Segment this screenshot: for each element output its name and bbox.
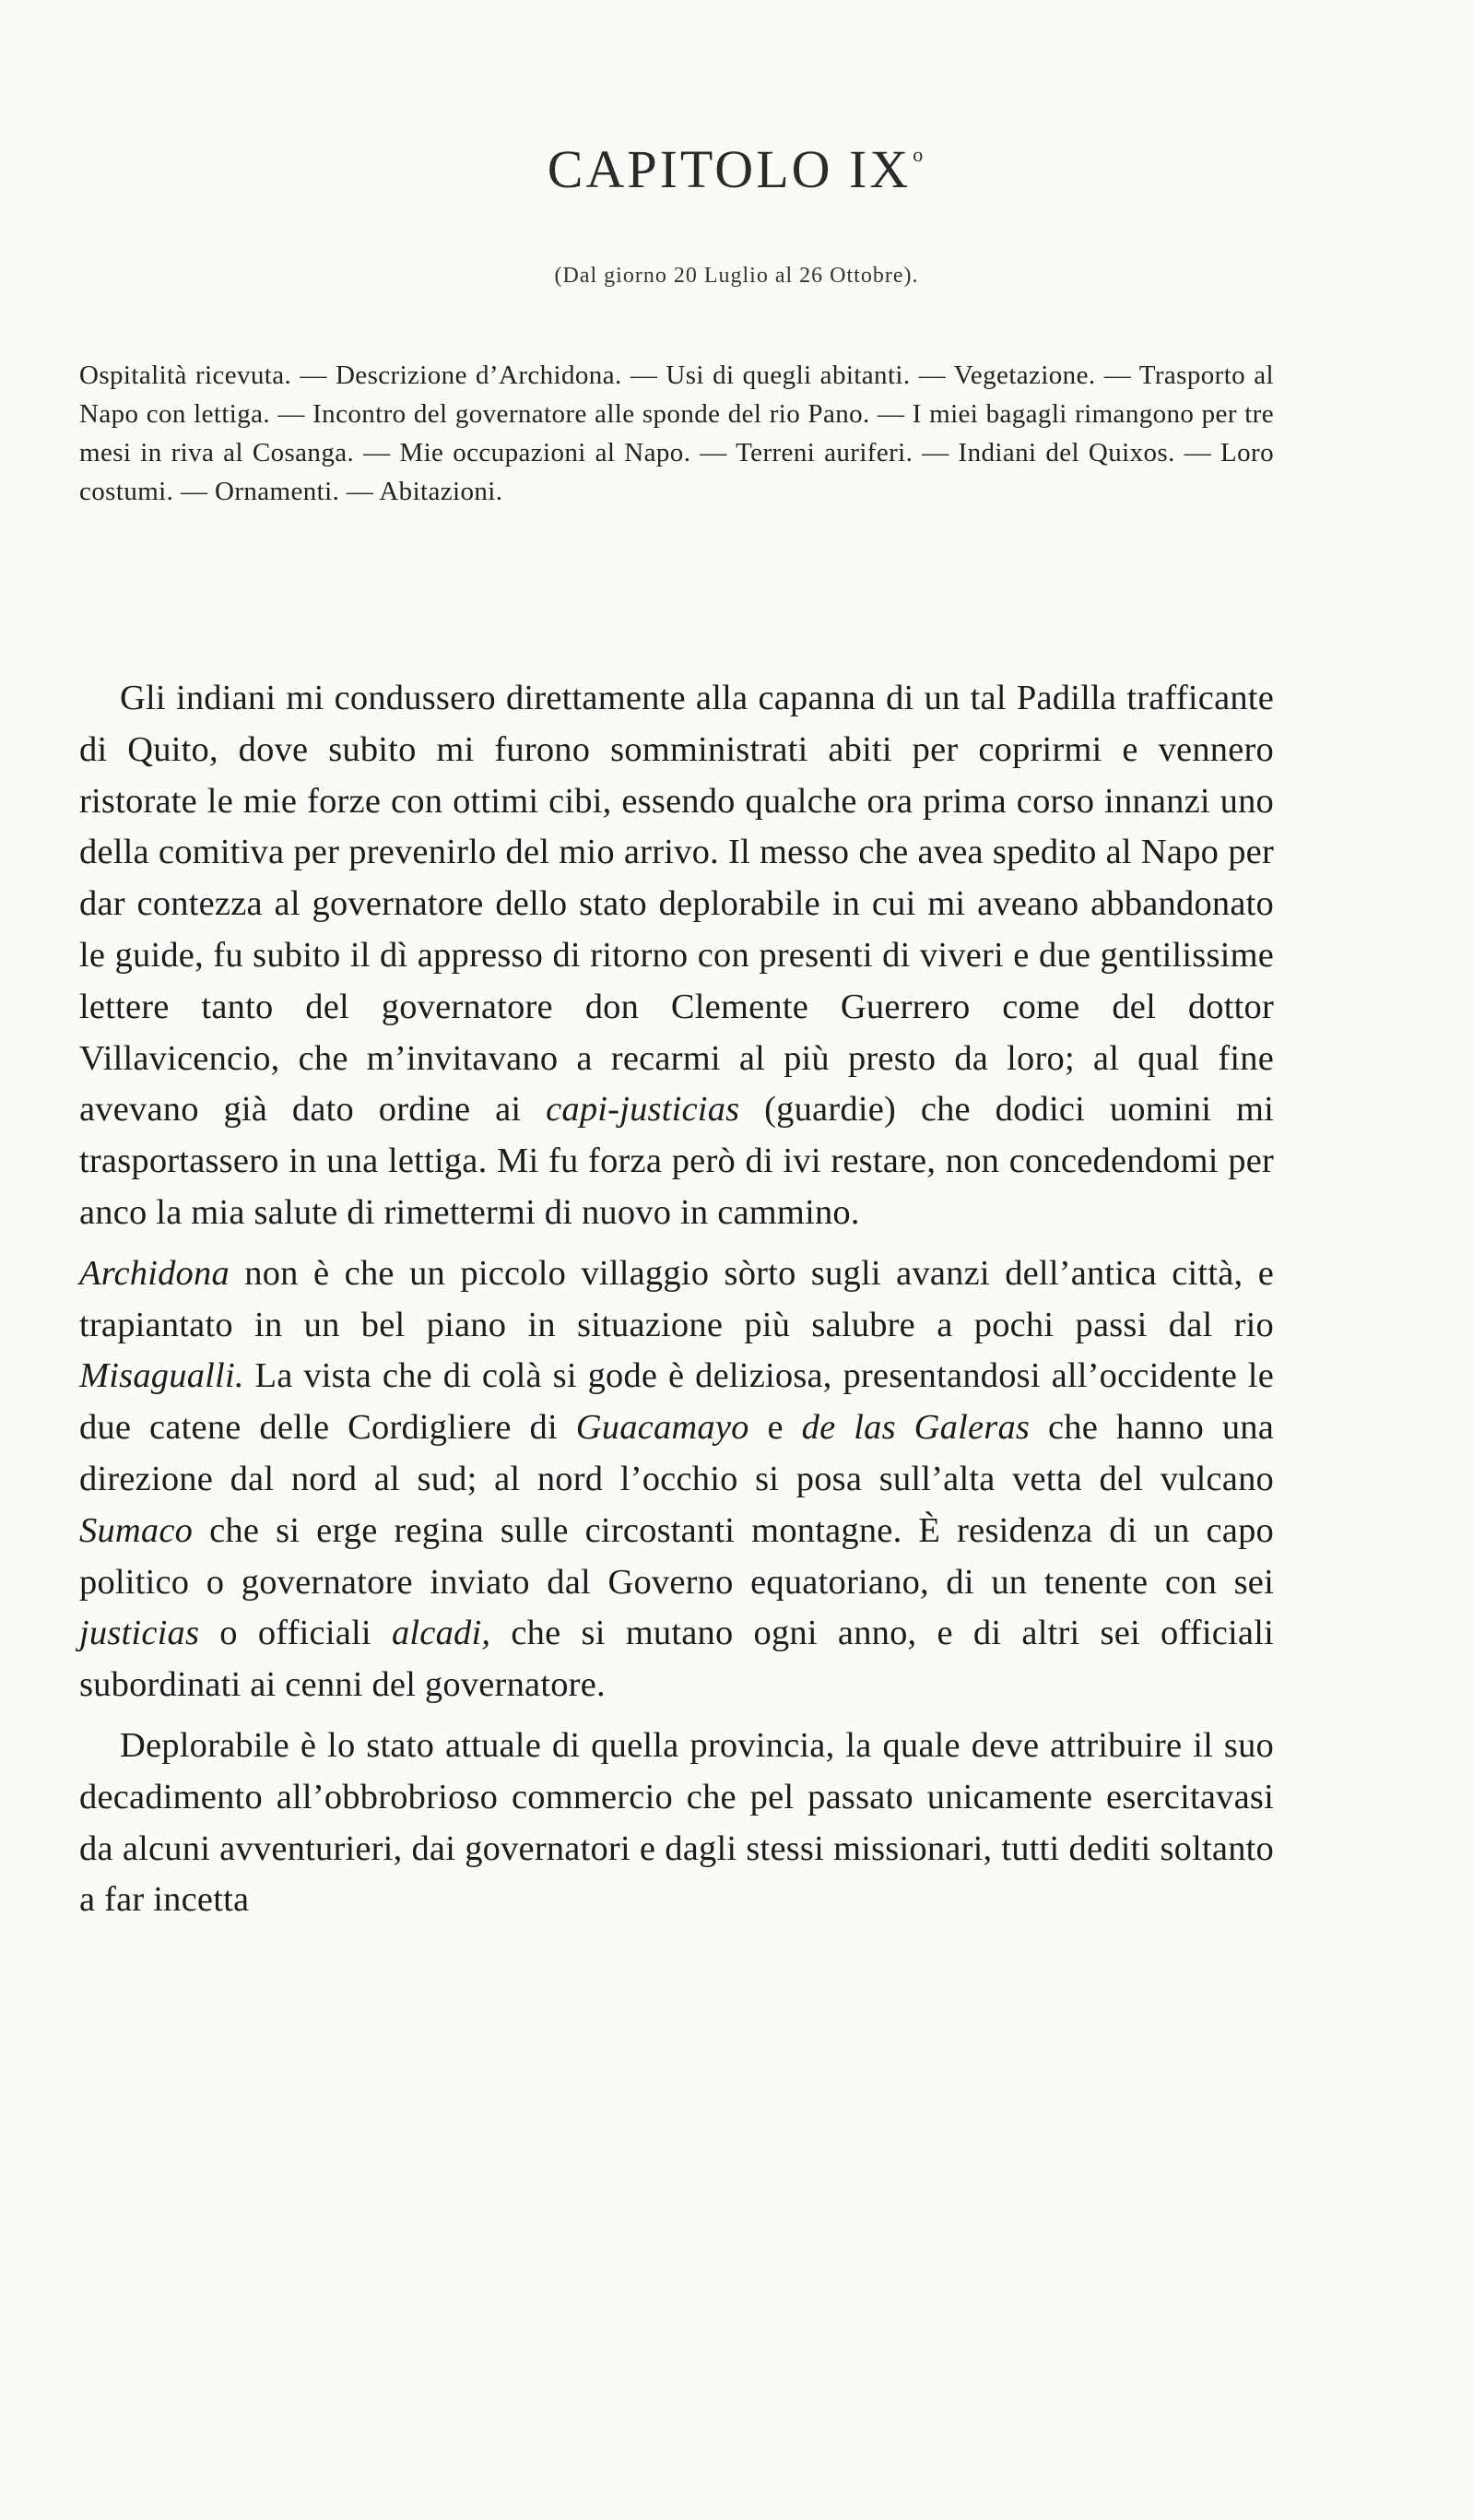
paragraph-2-text: o officiali: [199, 1614, 392, 1653]
paragraph-2-italic: Guacamayo: [575, 1408, 749, 1448]
paragraph-2-text: La vista che di colà si gode è deliziosa, presentandosi all’occidente le due catene delle Cordigliere di: [79, 1356, 1274, 1448]
chapter-summary: Ospitalità ricevuta. — Descrizione d’Archidona. — Usi di quegli abitanti. — Vegetazione. — Trasporto al Napo con lettiga. — Incontro del governatore alle sponde del rio Pano. — I miei bagagli rimangono per tre mesi in riva al Cosanga. — Mie occupazioni al Napo. — Terreni auriferi. — Indiani del Quixos. — Loro costumi. — Ornamenti. — Abitazioni.: [79, 361, 1274, 506]
paragraph-2-italic: Archidona: [79, 1253, 230, 1293]
paragraph-2-italic: alcadi,: [391, 1614, 491, 1653]
paragraph-2-text: che hanno una direzione dal nord al sud; al nord l’occhio si posa sull’alta vetta del vulcano: [79, 1408, 1275, 1498]
paragraph-2-text: e: [748, 1408, 802, 1448]
paragraph-2-italic: Sumaco: [79, 1510, 194, 1550]
paragraph-3-text: Deplorabile è lo stato attuale di quella provincia, la quale deve attribuire il suo decadimento all’obbrobrioso commercio che pel passato unicamente esercitavasi da alcuni avventurieri, dai governatori e dagli stessi missionari, tutti dediti soltanto a far incetta: [79, 1725, 1274, 1920]
paragraph-2: [79, 1248, 1274, 1711]
chapter-body: [79, 673, 1274, 1926]
chapter-title: [0, 138, 1473, 200]
paragraph-1: [79, 673, 1274, 1239]
paragraph-2-text: che si erge regina sulle circostanti montagne. È residenza di un capo politico o governatore inviato dal Governo equatoriano, di un tenente con sei: [79, 1510, 1274, 1602]
paragraph-3: [79, 1721, 1274, 1926]
chapter-title-text: CAPITOLO IX: [547, 139, 912, 199]
paragraph-2-italic: Misagualli.: [79, 1356, 244, 1396]
chapter-dates: (Dal giorno 20 Luglio al 26 Ottobre).: [554, 264, 919, 288]
paragraph-2-text: non è che un piccolo villaggio sòrto sugli avanzi dell’antica città, e trapiantato in un bel piano in situazione più salubre a pochi passi dal rio: [79, 1253, 1274, 1344]
paragraph-2-italic: justicias: [79, 1614, 200, 1653]
paragraph-2-text: che si mutano ogni anno, e di altri sei officiali subordinati ai cenni del governatore.: [79, 1614, 1274, 1705]
paragraph-1-text: Gli indiani mi condussero direttamente alla capanna di un tal Padilla trafficante di Quito, dove subito mi furono somministrati abiti per coprirmi e vennero ristorate le mie forze con ottimi cibi, essendo qualche ora prima corso innanzi uno della comitiva per prevenirlo del mio arrivo. Il messo che avea spedito al Napo per dar contezza al governatore dello stato deplorabile in cui mi aveano abbandonato le guide, fu subito il dì appresso di ritorno con presenti di viveri e due gentilissime lettere tanto del governatore don Clemente Guerrero come del dottor Villavicencio, che m’invitavano a recarmi al più presto da loro; al qual fine avevano già dato ordine ai: [79, 679, 1274, 1130]
paragraph-2-italic: de las Galeras: [801, 1408, 1031, 1448]
paragraph-1-text: (guardie) che dodici uomini mi trasportassero in una lettiga. Mi fu forza però di ivi restare, non concedendomi per anco la mia salute di rimettermi di nuovo in cammino.: [79, 1090, 1274, 1232]
chapter-title-suffix: o: [913, 143, 926, 166]
paragraph-1-italic: capi-justicias: [546, 1090, 740, 1130]
